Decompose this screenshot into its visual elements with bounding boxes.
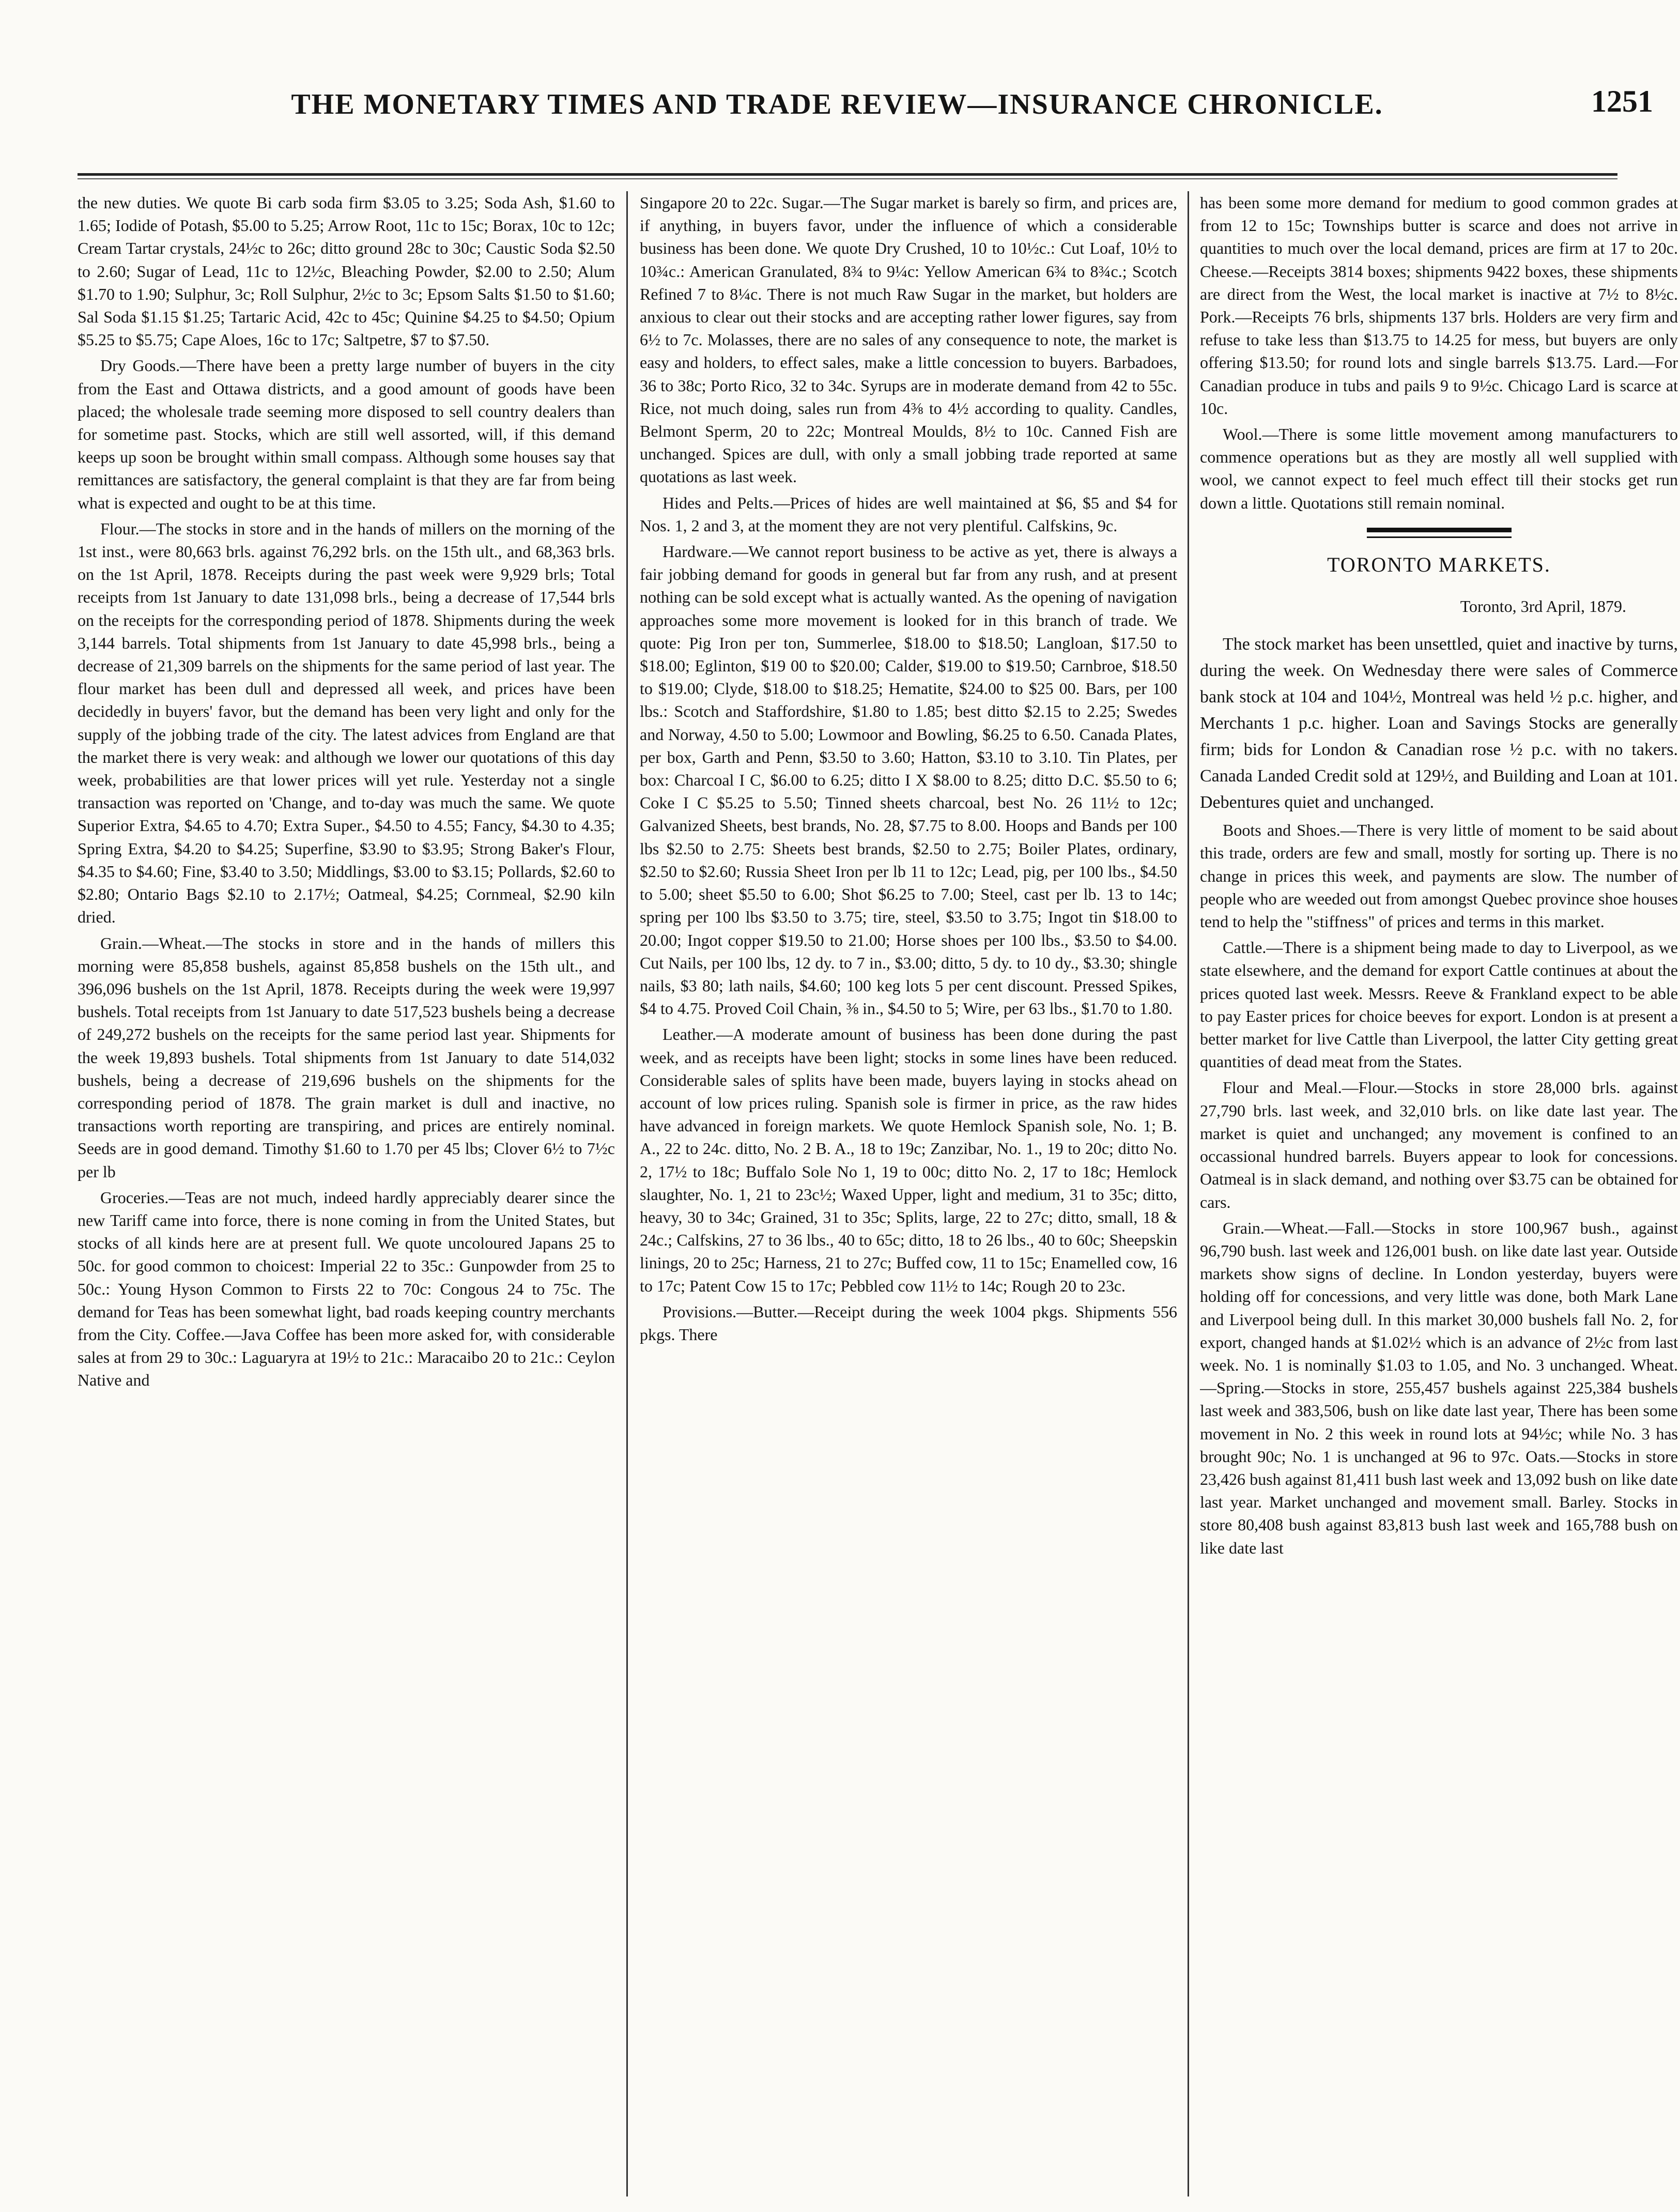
provisions-continued-paragraph: has been some more demand for medium to good common grades at from 12 to 15c; Townships butter is scarce and does not arrive in quantities to much over the local demand, prices are firm at 17 to 20c. Cheese.—Receipts 3814 boxes; shipments 9422 boxes, these shipments are direct from the West, the local market is inactive at 7½ to 8½c. Pork.—Receipts 76 brls, shipments 137 brls. Holders are very firm and refuse to take less than $13.75 to 14.25 for mess, but buyers are only offering $13.50; for round lots and single barrels $13.75. Lard.—For Canadian produce in tubs and pails 9 to 9½c. Chicago Lard is scarce at 10c. [1200,193,1678,418]
hides-and-pelts-paragraph: Hides and Pelts.—Prices of hides are well maintained at $6, $5 and $4 for Nos. 1, 2 and 3, at the moment they are not very plentiful. Calfskins, 9c. [640,493,1177,535]
column-1 [78,191,615,2196]
cattle-paragraph: Cattle.—There is a shipment being made to day to Liverpool, as we state elsewhere, and the demand for export Cattle continues at about the prices quoted last week. Messrs. Reeve & Frankland expect to be able to pay Easter prices for choice beeves for export. London is at present a better market for live Cattle than Liverpool, the latter City getting great quantities of dead meat from the States. [1200,938,1678,1071]
leather-paragraph: Leather.—A moderate amount of business has been done during the past week, and as receipts have been light; stocks in some lines have been reduced. Considerable sales of splits have been made, buyers laying in stocks ahead on account of low prices ruling. Spanish sole is firmer in price, as the raw hides have advanced in foreign markets. We quote Hemlock Spanish sole, No. 1; B. A., 22 to 24c. ditto, No. 2 B. A., 18 to 19c; Zanzibar, No. 1., 19 to 20c; ditto No. 2, 17½ to 18c; Buffalo Sole No 1, 19 to 00c; ditto No. 2, 17 to 18c; Hemlock slaughter, No. 1, 21 to 23c½; Waxed Upper, light and medium, 31 to 35c; ditto, heavy, 30 to 34c; Grained, 31 to 35c; Splits, large, 22 to 27c; ditto, small, 18 & 24c.; Calfskins, 27 to 36 lbs., 40 to 65c; ditto, 18 to 26 lbs., 40 to 60c; Sheepskin linings, 20 to 25c; Harness, 21 to 27c; Buffed cow, 11 to 15c; Enamelled cow, 16 to 17c; Patent Cow 15 to 17c; Pebbled cow 11½ to 14c; Rough 20 to 23c. [640,1025,1177,1295]
header-rule [78,173,1617,176]
provisions-paragraph: Provisions.—Butter.—Receipt during the week 1004 pkgs. Shipments 556 pkgs. There [640,1302,1177,1344]
groceries-paragraph: Groceries.—Teas are not much, indeed hardly appreciably dearer since the new Tariff came into force, there is none coming in from the United States, but stocks of all kinds here are at present full. We quote uncoloured Japans 25 to 50c. for good common to choicest: Imperial 22 to 35c.: Gunpowder from 25 to 50c.: Young Hyson Common to Firsts 22 to 70c: Congous 24 to 75c. The demand for Teas has been somewhat light, bad roads keeping country merchants from the City. Coffee.—Java Coffee has been more asked for, with considerable sales at from 29 to 30c.: Laguaryra at 19½ to 21c.: Maracaibo 20 to 21c.: Ceylon Native and [78,1188,615,1390]
page-number: 1251 [1591,84,1653,118]
section-divider-thick [1367,528,1512,532]
grain-paragraph: Grain.—Wheat.—The stocks in store and in the hands of millers this morning were 85,858 bushels, against 85,858 bushels on the 15th ult., and 396,096 bushels on the 1st April, 1878. Receipts during the week were 19,997 bushels. Total receipts from 1st January to date 517,523 bushels being a decrease of 249,272 bushels on the receipts for the same period last year. Shipments for the week 19,893 bushels. Total shipments from 1st January to date 514,032 bushels, being a decrease of 219,696 bushels on the shipments for the corresponding period of 1878. The grain market is dull and inactive, no transactions worth reporting are transpiring, and prices are entirely nominal. Seeds are in good demand. Timothy $1.60 to 1.70 per 45 lbs; Clover 6½ to 7½c per lb [78,933,615,1181]
toronto-grain-paragraph: Grain.—Wheat.—Fall.—Stocks in store 100,967 bush., against 96,790 bush. last week and 126,001 bush. on like date last year. Outside markets show signs of decline. In London yesterday, buyers were holding off for concessions, and very little was done, both Mark Lane and Liverpool being dull. In this market 30,000 bushels fall No. 2, for export, changed hands at $1.02½ which is an advance of 2½c from last week. No. 1 is nominally $1.03 to 1.05, and No. 3 unchanged. Wheat.—Spring.—Stocks in store, 255,457 bushels against 225,384 bushels last week and 383,506, bush on like date last year, There has been some movement in No. 2 this week in round lots at 94½c; while No. 3 has brought 90c; No. 1 is unchanged at 96 to 97c. Oats.—Stocks in store 23,426 bush against 81,411 bush last week and 13,092 bush on like date last year. Market unchanged and movement small. Barley. Stocks in store 80,408 bush against 83,813 bush last week and 165,788 bush on like date last [1200,1218,1678,1557]
flour-paragraph: Flour.—The stocks in store and in the hands of millers on the morning of the 1st inst., were 80,663 brls. against 76,292 brls. on the 15th ult., and 68,363 brls. on the 1st April, 1878. Receipts during the past week were 9,929 brls; Total receipts from 1st January to date 131,098 brls., being a decrease of 17,544 brls on the receipts for the corresponding period of 1878. Shipments during the week 3,144 barrels. Total shipments from 1st January to date 45,998 brls., being a decrease of 21,309 barrels on the shipments for the same period of last year. The flour market has been dull and depressed all week, and prices have been decidedly in buyers' favor, but the demand has been very light and only for the supply of the jobbing trade of the city. The latest advices from England are that the market there is very weak: and although we lower our quotations of this day week, probabilities are that lower prices will yet rule. Yesterday not a single transaction was reported on 'Change, and to-day was much the same. We quote Superior Extra, $4.65 to 4.70; Extra Super., $4.50 to 4.55; Fancy, $4.30 to 4.35; Spring Extra, $4.20 to $4.25; Superfine, $3.90 to $3.95; Strong Baker's Flour, $4.35 to $4.60; Fine, $3.40 to 3.50; Middlings, $3.00 to $3.15; Pollards, $2.60 to $2.80; Ontario Bags $2.10 to 2.17½; Oatmeal, $4.25; Cornmeal, $2.90 kiln dried. [78,519,615,927]
chemicals-continued-paragraph: the new duties. We quote Bi carb soda firm $3.05 to 3.25; Soda Ash, $1.60 to 1.65; Iodide of Potash, $5.00 to 5.25; Arrow Root, 11c to 15c; Borax, 10c to 12c; Cream Tartar crystals, 24½c to 26c; ditto ground 28c to 30c; Caustic Soda $2.50 to 2.60; Sugar of Lead, 11c to 12½c, Bleaching Powder, $2.00 to 2.50; Alum $1.70 to 1.90; Sulphur, 3c; Roll Sulphur, 2½c to 3c; Epsom Salts $1.50 to $1.60; Sal Soda $1.15 $1.25; Tartaric Acid, 42c to 45c; Quinine $4.25 to $4.50; Opium $5.25 to $5.75; Cape Aloes, 16c to 17c; Saltpetre, $7 to $7.50. [78,193,615,349]
page-header [0,0,1680,155]
flour-and-meal-paragraph: Flour and Meal.—Flour.—Stocks in store 28,000 brls. against 27,790 brls. last week, and 32,010 brls. on like date last year. The market is quiet and unchanged; any movement is confined to an occassional hundred barrels. Buyers appear to look for concessions. Oatmeal is in slack demand, and nothing over $3.75 can be obtained for cars. [1200,1078,1678,1211]
column-divider-2 [1188,191,1189,2196]
section-divider-thin [1367,536,1512,538]
boots-and-shoes-paragraph: Boots and Shoes.—There is very little of moment to be said about this trade, orders are few and small, mostly for sorting up. There is no change in prices this week, and payments are slow. The number of people who are weeded out from amongst Quebec province shoe houses tend to help the "stiffness" of prices and terms in this market. [1200,821,1678,931]
column-2 [640,191,1177,2196]
toronto-markets-heading: TORONTO MARKETS. [1327,552,1551,576]
header-rule-thin [78,178,1617,179]
column-divider-1 [626,191,628,2196]
groceries-continued-paragraph: Singapore 20 to 22c. Sugar.—The Sugar market is barely so firm, and prices are, if anything, in buyers favor, under the influence of which a considerable business has been done. We quote Dry Crushed, 10 to 10½c.: Cut Loaf, 10½ to 10¾c.: American Granulated, 8¾ to 9¼c: Yellow American 6¾ to 8¾c.; Scotch Refined 7 to 8¼c. There is not much Raw Sugar in the market, but holders are anxious to clear out their stocks and are accepting rather lower figures, say from 6½ to 7c. Molasses, there are no sales of any consequence to note, the market is easy and holders, to effect sales, make a little concession to buyers. Barbadoes, 36 to 38c; Porto Rico, 32 to 34c. Syrups are in moderate demand from 42 to 55c. Rice, not much doing, sales run from 4⅜ to 4½ according to quality. Candles, Belmont Sperm, 20 to 22c; Montreal Moulds, 8½ to 10c. Canned Fish are unchanged. Spices are dull, with only a small jobbing trade reported at same quotations as last week. [640,193,1177,486]
dry-goods-paragraph: Dry Goods.—There have been a pretty large number of buyers in the city from the East and Ottawa districts, and a good amount of goods have been placed; the wholesale trade seeming more disposed to sell country dealers than for sometime past. Stocks, which are still well assorted, will, if this demand keeps up soon be brought within small compass. Although some houses say that remittances are satisfactory, the general complaint is that they are far from being what is expected and ought to be at this time. [78,356,615,512]
stock-market-paragraph: The stock market has been unsettled, quiet and inactive by turns, during the week. On Wednesday there were sales of Commerce bank stock at 104 and 104½, Montreal was held ½ p.c. higher, and Merchants 1 p.c. higher. Loan and Savings Stocks are generally firm; bids for London & Canadian rose ½ p.c. with no takers. Canada Landed Credit sold at 129½, and Building and Loan at 101. Debentures quiet and unchanged. [1200,635,1678,812]
masthead-title: THE MONETARY TIMES AND TRADE REVIEW—INSURANCE CHRONICLE. [291,88,1383,120]
column-3 [1200,191,1678,2196]
hardware-paragraph: Hardware.—We cannot report business to be active as yet, there is always a fair jobbing demand for goods in general but far from any rush, and at present nothing can be sold except what is actually wanted. As the opening of navigation approaches some more movement is looked for in this branch of trade. We quote: Pig Iron per ton, Summerlee, $18.00 to $18.50; Langloan, $17.50 to $18.00; Eglinton, $19 00 to $20.00; Calder, $19.00 to $19.50; Carnbroe, $18.50 to $19.00; Clyde, $18.00 to $18.25; Hematite, $24.00 to $25 00. Bars, per 100 lbs.: Scotch and Staffordshire, $1.80 to 1.85; best ditto $2.15 to 2.25; Swedes and Norway, 4.50 to 5.00; Lowmoor and Bowling, $6.25 to 6.50. Canada Plates, per box, Garth and Penn, $3.50 to 3.60; Hatton, $3.10 to 3.10. Tin Plates, per box: Charcoal I C, $6.00 to 6.25; ditto I X $8.00 to 8.25; ditto D.C. $5.50 to 6; Coke I C $5.25 to 5.50; Tinned sheets charcoal, best No. 26 11½ to 12c; Galvanized Sheets, best brands, No. 28, $7.75 to 8.00. Hoops and Bands per 100 lbs $2.50 to 2.75: Sheets best brands, $2.50 to 2.75; Boiler Plates, ordinary, $2.50 to $2.60; Russia Sheet Iron per lb 11 to 12c; Lead, pig, per 100 lbs., $4.50 to 5.00; sheet $5.50 to 6.00; Shot $6.25 to 7.00; Steel, cast per lb. 13 to 14c; spring per 100 lbs $3.50 to 3.75; tire, steel, $3.50 to 3.75; Ingot tin $18.00 to 20.00; Ingot copper $19.50 to 21.00; Horse shoes per 100 lbs., $3.50 to $4.00. Cut Nails, per 100 lbs, 12 dy. to 7 in., $3.00; ditto, 5 dy. to 10 dy., $3.30; shingle nails, $3 80; lath nails, $4.60; 100 keg lots 5 per cent discount. Pressed Spikes, $4 to 4.75. Proved Coil Chain, ⅜ in., $4.50 to 5; Wire, per 63 lbs., $1.70 to 1.80. [640,542,1177,1018]
dateline: Toronto, 3rd April, 1879. [1460,597,1626,616]
wool-paragraph: Wool.—There is some little movement among manufacturers to commence operations but as they are mostly all well supplied with wool, we cannot expect to feel much effect till their stocks get run down a little. Quotations still remain nominal. [1200,425,1678,512]
